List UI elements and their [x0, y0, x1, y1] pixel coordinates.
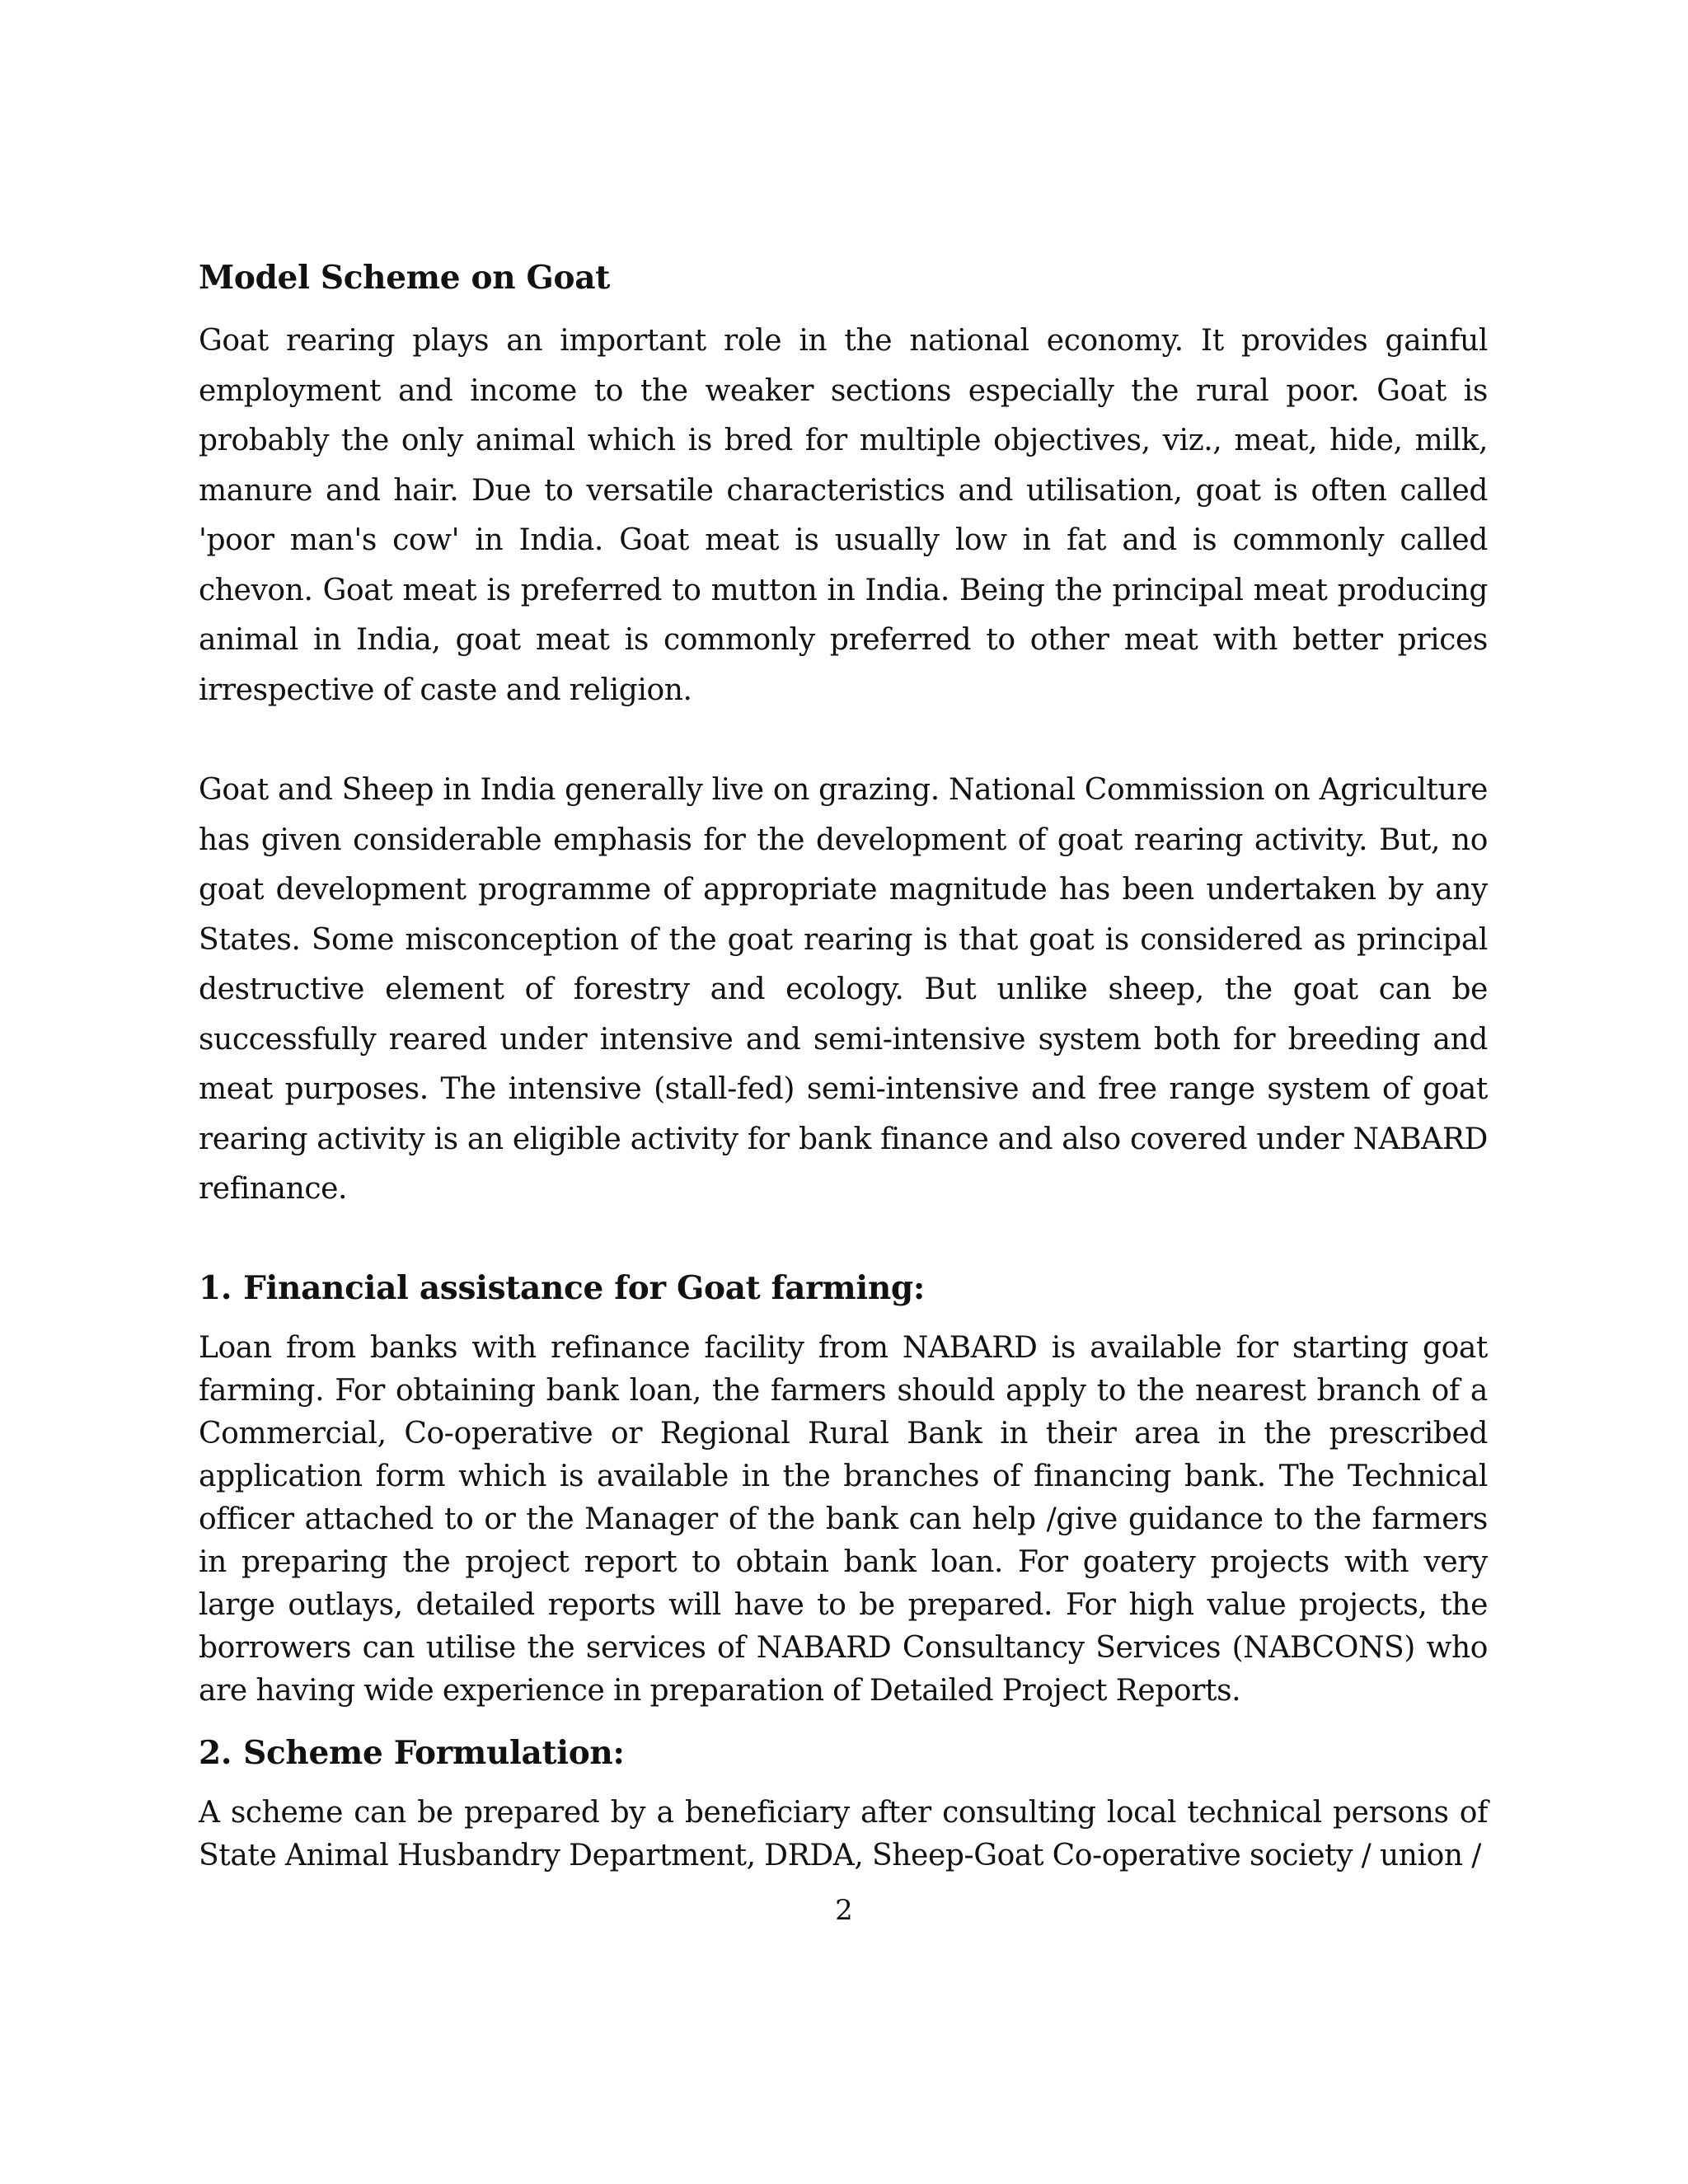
section-2-heading [199, 1731, 1488, 1775]
intro-paragraph-2: Goat and Sheep in India generally live on grazing. National Commission on Agriculture has given considerable emphasis for the development of goat rearing activity. But, no goat development programme of appropriate magnitude has been undertaken by any States. Some misconception of the goat rearing is that goat is considered as principal destructive element of forestry and ecology. But unlike sheep, the goat can be successfully reared under intensive and semi-intensive system both for breeding and meat purposes. The intensive (stall-fed) semi-intensive and free range system of goat rearing activity is an eligible activity for bank finance and also covered under NABARD refinance. [199, 773, 1488, 1206]
document-title: Model Scheme on Goat [199, 259, 610, 297]
paragraph-gap [199, 715, 1488, 766]
section-1-body: Loan from banks with refinance facility from NABARD is available for starting goat farming. For obtaining bank loan, the farmers should apply to the nearest branch of a Commercial, Co-operative or Regional Rural Bank in their area in the prescribed application form which is available in the branches of financing bank. The Technical officer attached to or the Manager of the bank can help /give guidance to the farmers in preparing the project report to obtain bank loan. For goatery projects with very large outlays, detailed reports will have to be prepared. For high value projects, the borrowers can utilise the services of NABARD Consultancy Services (NABCONS) who are having wide experience in preparation of Detailed Project Reports. [199, 1330, 1488, 1708]
page-number: 2 [835, 1894, 853, 1927]
intro-paragraph-1: Goat rearing plays an important role in the national economy. It provides gainful employment and income to the weaker sections especially the rural poor. Goat is probably the only animal which is bred for multiple objectives, viz., meat, hide, milk, manure and hair. Due to versatile characteristics and utilisation, goat is often called 'poor man's cow' in India. Goat meat is usually low in fat and is commonly called chevon. Goat meat is preferred to mutton in India. Being the principal meat producing animal in India, goat meat is commonly preferred to other meat with better prices irrespective of caste and religion. [199, 324, 1488, 707]
section-gap [199, 1215, 1488, 1266]
page-content [199, 255, 1488, 1877]
section-gap [199, 1713, 1488, 1731]
section-2-title: Scheme Formulation: [243, 1733, 625, 1772]
section-2-body: A scheme can be prepared by a beneficiary after consulting local technical persons of State Animal Husbandry Department, DRDA, Sheep-Goat Co-operative society / union / [199, 1795, 1488, 1872]
section-1-title: Financial assistance for Goat farming: [243, 1268, 925, 1307]
section-1-heading [199, 1266, 1488, 1310]
section-2-number: 2. [199, 1733, 232, 1772]
section-1-number: 1. [199, 1268, 232, 1307]
